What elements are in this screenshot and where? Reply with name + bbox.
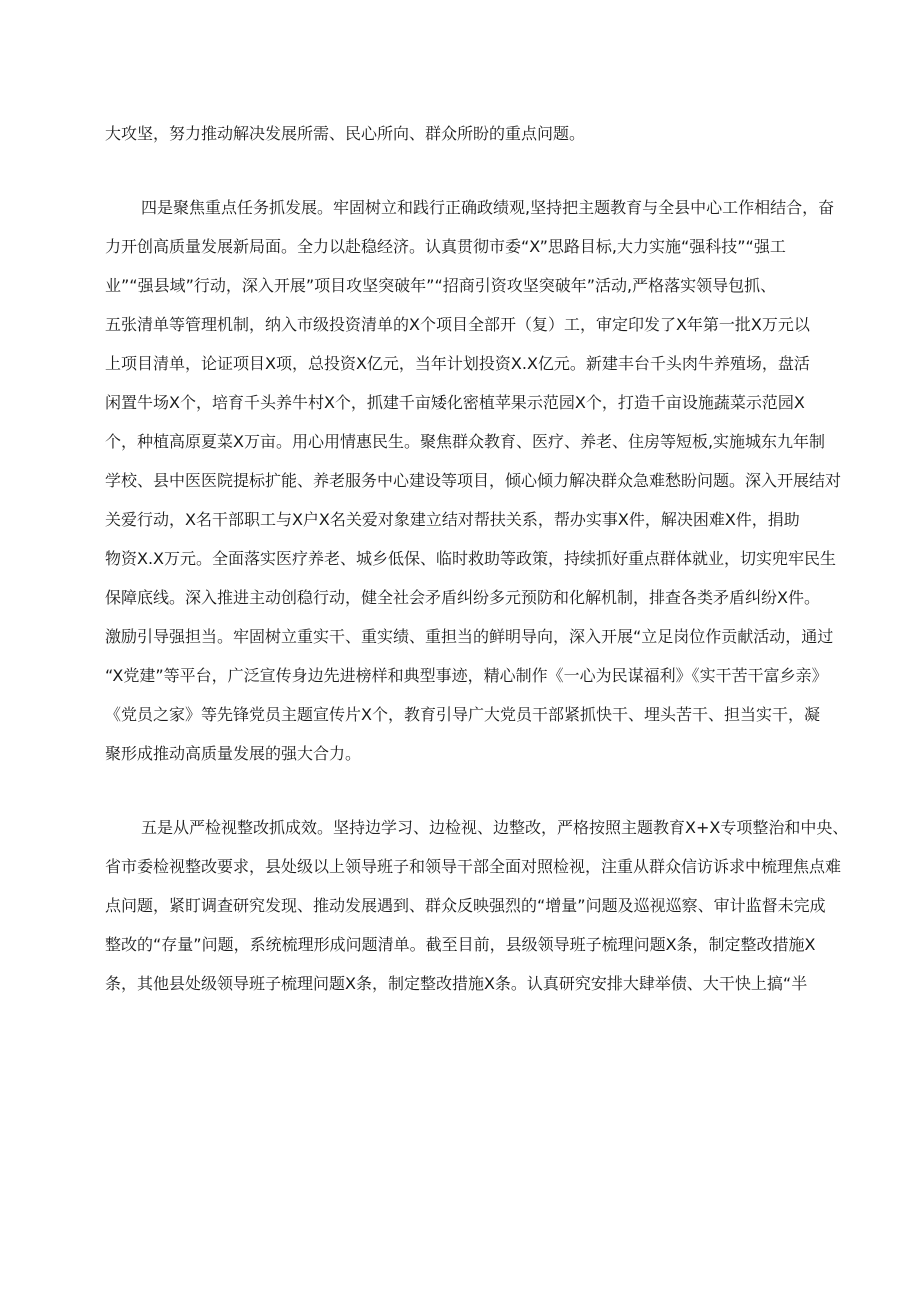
text-line-continuation: 大攻坚，努力推动解决发展所需、民心所向、群众所盼的重点问题。 bbox=[105, 124, 586, 143]
section-four-line: 激励引导强担当。牢固树立重实干、重实绩、重担当的鲜明导向，深入开展“立足岗位作贡献活动，通过 bbox=[105, 627, 834, 646]
section-four-line: 学校、县中医医院提标扩能、养老服务中心建设等项目，倾心倾力解决群众急难愁盼问题。深入开展结对 bbox=[105, 471, 842, 490]
section-five-line: 条，其他县处级领导班子梳理问题X条，制定整改措施X条。认真研究安排大肆举债、大干快上搞“半 bbox=[105, 974, 808, 993]
section-four-line: 业”“强县域”行动，深入开展”项目攻坚突破年”“招商引资攻坚突破年”活动,严格落实领导包抓、 bbox=[105, 276, 777, 295]
section-five-heading-line: 五是从严检视整改抓成效。坚持边学习、边检视、边整改，严格按照主题教育X+X专项整治和中央、 bbox=[141, 818, 849, 837]
section-four-line: “X党建”等平台，广泛宣传身边先进榜样和典型事迹，精心制作《一心为民谋福利》《实干苦干富乡亲》 bbox=[105, 666, 828, 685]
section-four-line: 力开创高质量发展新局面。全力以赴稳经济。认真贯彻市委“X”思路目标,大力实施“强科技”“强工 bbox=[105, 237, 786, 256]
section-four-line: 《党员之家》等先锋党员主题宣传片X个，教育引导广大党员干部紧抓快干、埋头苦干、担当实干，凝 bbox=[105, 705, 820, 724]
section-four-line: 关爱行动，X名干部职工与X户X名关爱对象建立结对帮扶关系，帮办实事X件，解决困难X件，捐助 bbox=[105, 510, 800, 529]
section-four-line: 闲置牛场X个，培育千头养牛村X个，抓建千亩矮化密植苹果示范园X个，打造千亩设施蔬菜示范园X bbox=[105, 393, 805, 412]
section-five-line: 省市委检视整改要求，县处级以上领导班子和领导干部全面对照检视，注重从群众信访诉求中梳理焦点难 bbox=[105, 857, 842, 876]
section-four-heading-line: 四是聚焦重点任务抓发展。牢固树立和践行正确政绩观,坚持把主题教育与全县中心工作相结合，奋 bbox=[141, 198, 835, 217]
section-four-line: 保障底线。深入推进主动创稳行动，健全社会矛盾纠纷多元预防和化解机制，排查各类矛盾纠纷X件。 bbox=[105, 588, 820, 607]
section-four-line: 物资X.X万元。全面落实医疗养老、城乡低保、临时救助等政策，持续抓好重点群体就业，切实兜牢民生 bbox=[105, 549, 837, 568]
section-four-line: 五张清单等管理机制，纳入市级投资清单的X个项目全部开（复）工，审定印发了X年第一批X万元以 bbox=[105, 315, 810, 334]
section-four-line: 聚形成推动高质量发展的强大合力。 bbox=[105, 744, 362, 763]
section-four-line: 上项目清单，论证项目X项，总投资X亿元，当年计划投资X.X亿元。新建丰台千头肉牛养殖场，盘活 bbox=[105, 354, 810, 373]
section-five-line: 点问题，紧盯调查研究发现、推动发展遇到、群众反映强烈的“增量”问题及巡视巡察、审计监督未完成 bbox=[105, 896, 826, 915]
section-four-line: 个，种植高原夏菜X万亩。用心用情惠民生。聚焦群众教育、医疗、养老、住房等短板,实施城东九年制 bbox=[105, 432, 826, 451]
section-five-line: 整改的“存量”问题，系统梳理形成问题清单。截至目前，县级领导班子梳理问题X条，制定整改措施X bbox=[105, 935, 816, 954]
